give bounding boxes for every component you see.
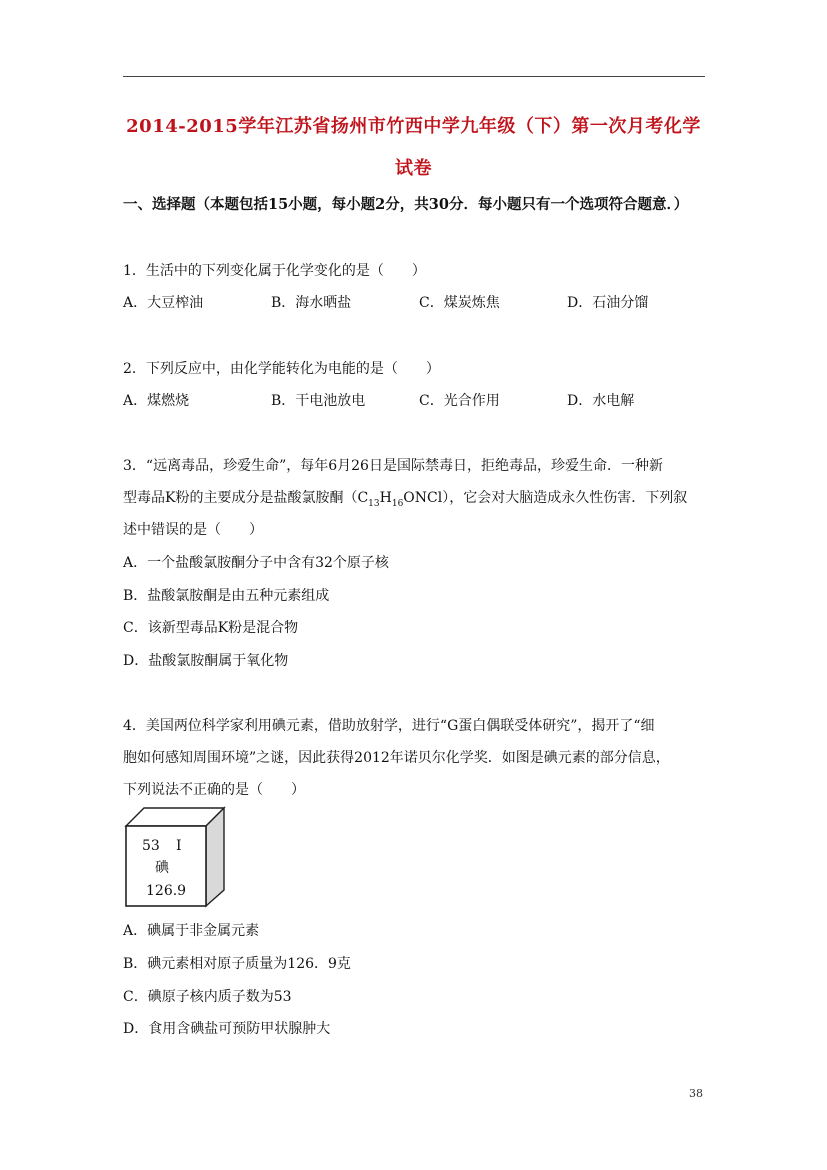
formula-subscript-h: 16	[391, 498, 404, 509]
q2-option-b: B．干电池放电	[271, 393, 366, 409]
exam-title-line1: 2014-2015学年江苏省扬州市竹西中学九年级（下）第一次月考化学	[126, 116, 701, 137]
question-3-line-1: 3．“远离毒品，珍爱生命”，每年6月26日是国际禁毒日，拒绝毒品，珍爱生命．一种新	[123, 458, 663, 474]
q2-option-c: C．光合作用	[419, 393, 500, 409]
q1-option-d: D．石油分馏	[567, 295, 649, 311]
question-4-line-3: 下列说法不正确的是（ ）	[123, 782, 305, 798]
q3-option-c: C．该新型毒品K粉是混合物	[123, 620, 299, 636]
question-4-line-2: 胞如何感知周围环境”之谜，因此获得2012年诺贝尔化学奖．如图是碘元素的部分信息，	[123, 750, 670, 766]
q4-option-a: A．碘属于非金属元素	[123, 923, 260, 939]
question-3-line-3: 述中错误的是（ ）	[123, 522, 263, 538]
q3-option-a: A．一个盐酸氯胺酮分子中含有32个原子核	[123, 555, 389, 571]
question-2-stem: 2．下列反应中，由化学能转化为电能的是（ ）	[123, 361, 440, 377]
page-number: 38	[689, 1087, 703, 1100]
formula-h: H	[379, 490, 392, 506]
q2-option-a: A．煤燃烧	[123, 393, 190, 409]
q3-line2-post: ONCl），它会对大脑造成永久性伤害．下列叙	[403, 490, 688, 506]
element-atomic-mass: 126.9	[146, 883, 187, 899]
question-4-line-1: 4．美国两位科学家利用碘元素，借助放射学，进行“G蛋白偶联受体研究”，揭开了“细	[123, 718, 655, 734]
q3-option-d: D．盐酸氯胺酮属于氧化物	[123, 653, 289, 669]
q4-option-c: C．碘原子核内质子数为53	[123, 989, 292, 1005]
q3-option-b: B．盐酸氯胺酮是由五种元素组成	[123, 588, 330, 604]
element-name: 碘	[155, 860, 169, 876]
section-heading: 一、选择题（本题包括15小题，每小题2分，共30分．每小题只有一个选项符合题意．）	[123, 196, 689, 213]
question-3-line-2	[123, 487, 687, 509]
header-rule	[123, 76, 705, 77]
q1-option-a: A．大豆榨油	[123, 295, 204, 311]
q2-option-d: D．水电解	[567, 393, 635, 409]
q4-option-b: B．碘元素相对原子质量为126．9克	[123, 956, 351, 972]
q3-line2-pre: 型毒品K粉的主要成分是盐酸氯胺酮（C	[123, 490, 369, 506]
formula-subscript-c: 13	[368, 498, 380, 509]
element-symbol: I	[176, 838, 182, 854]
iodine-element-card	[124, 806, 226, 908]
q1-option-b: B．海水晒盐	[271, 295, 352, 311]
element-atomic-number: 53	[142, 838, 160, 854]
question-1-stem: 1．生活中的下列变化属于化学变化的是（ ）	[123, 263, 426, 279]
q1-option-c: C．煤炭炼焦	[419, 295, 500, 311]
q4-option-d: D．食用含碘盐可预防甲状腺肿大	[123, 1021, 331, 1037]
exam-title-line2: 试卷	[395, 158, 432, 179]
